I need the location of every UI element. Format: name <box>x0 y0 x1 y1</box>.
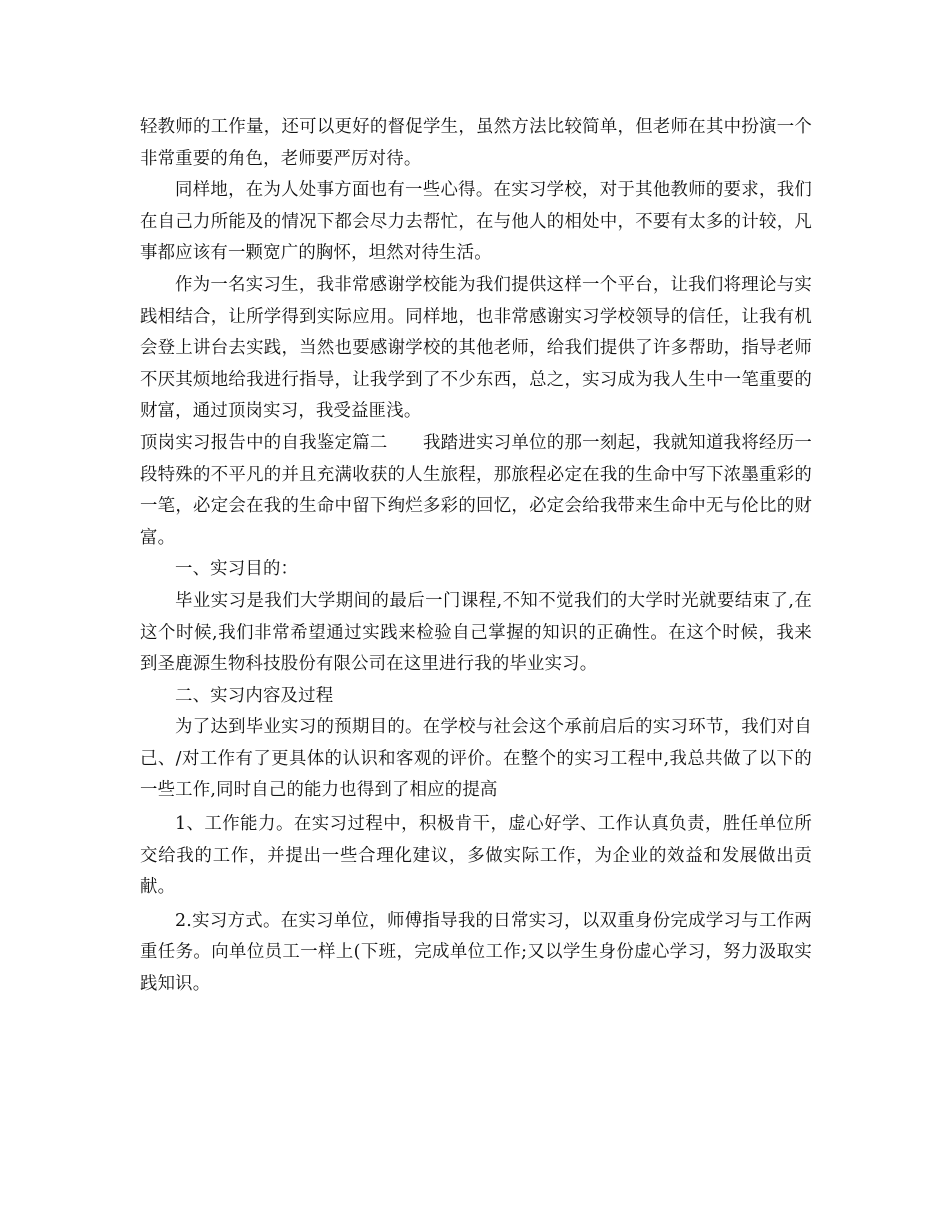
paragraph: 轻教师的工作量，还可以更好的督促学生，虽然方法比较简单，但老师在其中扮演一个非常重要的角色，老师要严厉对待。 <box>140 117 812 169</box>
paragraph: 毕业实习是我们大学期间的最后一门课程,不知不觉我们的大学时光就要结束了,在这个时候,我们非常希望通过实践来检验自己掌握的知识的正确性。在这个时候，我来到圣鹿源生物科技股份有限公司在这里进行我的毕业实习。 <box>140 590 812 675</box>
paragraph: 作为一名实习生，我非常感谢学校能为我们提供这样一个平台，让我们将理论与实践相结合，让所学得到实际应用。同样地，也非常感谢实习学校领导的信任，让我有机会登上讲台去实践，当然也要感谢学校的其他老师，给我们提供了许多帮助，指导老师不厌其烦地给我进行指导，让我学到了不少东西，总之，实习成为我人生中一笔重要的财富，通过顶岗实习，我受益匪浅。 <box>140 274 812 422</box>
section-heading: 二、实习内容及过程 <box>175 685 334 706</box>
section-heading: 一、实习目的： <box>175 559 299 580</box>
list-item: 1、工作能力。在实习过程中，积极肯干，虚心好学、工作认真负责，胜任单位所交给我的工作，并提出一些合理化建议，多做实际工作，为企业的效益和发展做出贡献。 <box>140 814 812 898</box>
paragraph: 为了达到毕业实习的预期目的。在学校与社会这个承前启后的实习环节，我们对自己、/对工作有了更具体的认识和客观的评价。在整个的实习工程中,我总共做了以下的一些工作,同时自己的能力也得到了相应的提高 <box>140 717 812 801</box>
paragraph: 同样地，在为人处事方面也有一些心得。在实习学校，对于其他教师的要求，我们在自己力所能及的情况下都会尽力去帮忙，在与他人的相处中，不要有太多的计较，凡事都应该有一颗宽广的胸怀，坦然对待生活。 <box>140 180 812 264</box>
list-item: 2.实习方式。在实习单位，师傅指导我的日常实习，以双重身份完成学习与工作两重任务。向单位员工一样上(下班，完成单位工作;又以学生身份虚心学习，努力汲取实践知识。 <box>140 910 812 995</box>
document-body <box>140 112 812 1001</box>
section-heading-paragraph: 顶岗实习报告中的自我鉴定篇二 我踏进实习单位的那一刻起，我就知道我将经历一段特殊的不平凡的并且充满收获的人生旅程，那旅程必定在我的生命中写下浓墨重彩的一笔，必定会在我的生命中留下绚烂多彩的回忆，必定会给我带来生命中无与伦比的财富。 <box>140 432 812 548</box>
